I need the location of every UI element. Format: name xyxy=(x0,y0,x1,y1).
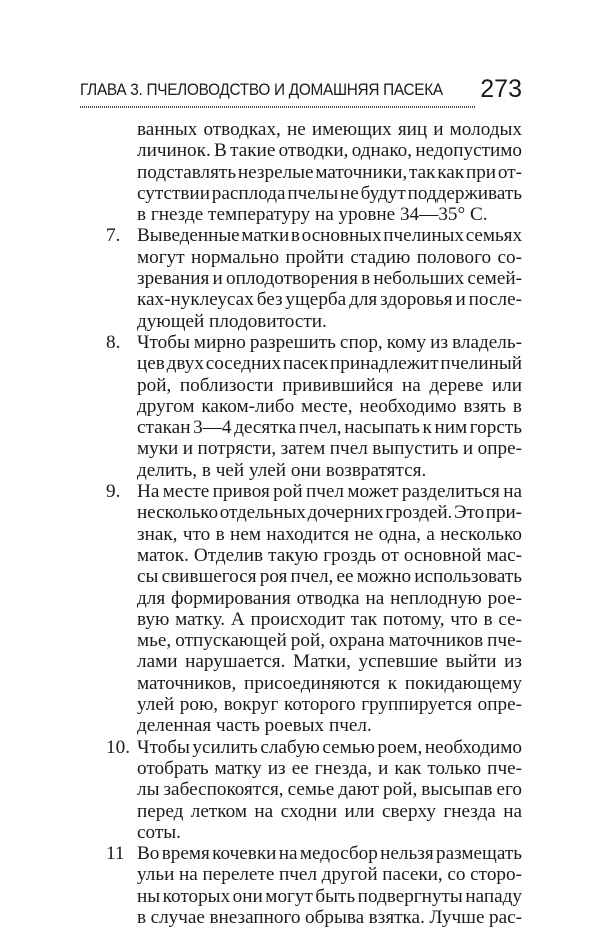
text-line xyxy=(137,438,522,459)
line-text: в случае внезапного обрыва взятка. Лучше рас- xyxy=(137,906,522,928)
paragraph xyxy=(0,843,600,928)
list-number: 10. xyxy=(106,736,130,758)
text-line xyxy=(137,630,522,651)
line-text: маток. Отделив такую гроздь от основной мас- xyxy=(137,544,522,566)
text-line xyxy=(137,183,522,204)
text-line xyxy=(137,609,522,630)
text-line xyxy=(137,566,522,587)
text-line xyxy=(137,417,522,438)
line-text: цев двух соседних пасек принадлежит пчелиный xyxy=(137,353,522,375)
paragraph xyxy=(0,737,600,843)
text-line xyxy=(137,311,522,332)
list-number: 11 xyxy=(106,843,125,865)
page-number: 273 xyxy=(480,75,522,103)
text-line xyxy=(137,162,522,183)
text-line xyxy=(137,907,522,928)
line-text: несколько отдельных дочерних гроздей. Это при- xyxy=(137,502,522,524)
line-text: сутствии расплода пчелы не будут поддерживать xyxy=(137,182,522,204)
line-text: рой, поблизости привившийся на дереве или xyxy=(137,374,522,396)
paragraph xyxy=(0,225,600,331)
text-line xyxy=(106,481,522,503)
line-text: личинок. В такие отводки, однако, недопустимо xyxy=(137,140,522,162)
text-line xyxy=(137,651,522,672)
line-text: улей рою, вокруг которого группируется опре- xyxy=(137,694,522,716)
text-line xyxy=(137,396,522,417)
line-text: мье, отпускающей рой, охрана маточников пче- xyxy=(137,630,522,652)
text-line xyxy=(106,225,522,247)
paragraph xyxy=(0,332,600,481)
line-text: ны которых они могут быть подвергнуты нападу xyxy=(137,885,522,907)
text-line xyxy=(137,545,522,566)
text-line xyxy=(137,353,522,374)
line-text: лами нарушается. Матки, успевшие выйти из xyxy=(137,651,522,673)
line-text: перед летком на сходни или сверху гнезда на xyxy=(137,800,522,822)
text-line xyxy=(137,460,522,481)
text-line xyxy=(137,758,522,779)
list-number: 7. xyxy=(106,225,121,247)
line-text: Выведенные матки в основных пчелиных семьях xyxy=(137,225,522,247)
text-line xyxy=(137,864,522,885)
header-dotted-rule xyxy=(80,106,476,108)
list-number: 9. xyxy=(106,481,121,503)
list-number: 8. xyxy=(106,331,121,353)
line-text: лы забеспокоятся, семье дают рой, высыпав его xyxy=(137,779,522,801)
text-line xyxy=(137,268,522,289)
text-line xyxy=(137,886,522,907)
chapter-title: ГЛАВА 3. ПЧЕЛОВОДСТВО И ДОМАШНЯЯ ПАСЕКА xyxy=(80,81,443,99)
text-line xyxy=(137,588,522,609)
text-line xyxy=(137,502,522,523)
text-line xyxy=(137,204,522,225)
line-text: делить, в чей улей они возвратятся. xyxy=(137,459,427,481)
line-text: знак, что в нем находится не одна, а несколько xyxy=(137,523,522,545)
line-text: могут нормально пройти стадию полового со- xyxy=(137,246,522,268)
line-text: отобрать матку из ее гнезда, и как только пче- xyxy=(137,757,522,779)
line-text: соты. xyxy=(137,821,181,843)
text-line xyxy=(106,331,522,353)
line-text: сы свившегося роя пчел, ее можно использовать xyxy=(137,566,522,588)
text-line xyxy=(137,673,522,694)
text-line xyxy=(137,140,522,161)
line-text: стакан 3—4 десятка пчел, насыпать к ним горсть xyxy=(137,417,522,439)
paragraph xyxy=(0,119,600,225)
line-text: Чтобы усилить слабую семью роем, необходимо xyxy=(137,736,522,758)
line-text: дующей плодовитости. xyxy=(137,310,327,332)
text-line xyxy=(137,375,522,396)
line-text: зревания и оплодотворения в небольших семей- xyxy=(137,268,522,290)
text-line xyxy=(137,289,522,310)
text-line xyxy=(137,801,522,822)
line-text: в гнезде температуру на уровне 34—35° С. xyxy=(137,204,488,226)
text-line xyxy=(106,843,522,865)
line-text: подставлять незрелые маточники, так как при от- xyxy=(137,161,522,183)
page-body xyxy=(0,119,600,928)
paragraph xyxy=(0,481,600,737)
line-text: для формирования отводка на неплодную рое- xyxy=(137,587,522,609)
text-line xyxy=(137,119,522,140)
text-line xyxy=(137,247,522,268)
line-text: другом каком-либо месте, необходимо взять в xyxy=(137,395,522,417)
line-text: ках-нуклеусах без ущерба для здоровья и после- xyxy=(137,289,522,311)
line-text: На месте привоя рой пчел может разделиться на xyxy=(137,481,522,503)
line-text: ульи на перелете пчел другой пасеки, со сторо- xyxy=(137,864,522,886)
text-line xyxy=(106,736,522,758)
running-header xyxy=(80,74,522,104)
line-text: вую матку. А происходит так потому, что в се- xyxy=(137,608,522,630)
text-line xyxy=(137,524,522,545)
line-text: Во время кочевки на медосбор нельзя размещать xyxy=(137,843,522,865)
line-text: ванных отводках, не имеющих яиц и молодых xyxy=(137,119,522,140)
text-line xyxy=(137,822,522,843)
line-text: маточников, присоединяются к покидающему xyxy=(137,672,522,694)
text-line xyxy=(137,694,522,715)
text-line xyxy=(137,779,522,800)
text-line xyxy=(137,715,522,736)
line-text: деленная часть роевых пчел. xyxy=(137,715,372,737)
line-text: Чтобы мирно разрешить спор, кому из владель- xyxy=(137,331,522,353)
line-text: муки и потрясти, затем пчел выпустить и опре- xyxy=(137,438,522,460)
